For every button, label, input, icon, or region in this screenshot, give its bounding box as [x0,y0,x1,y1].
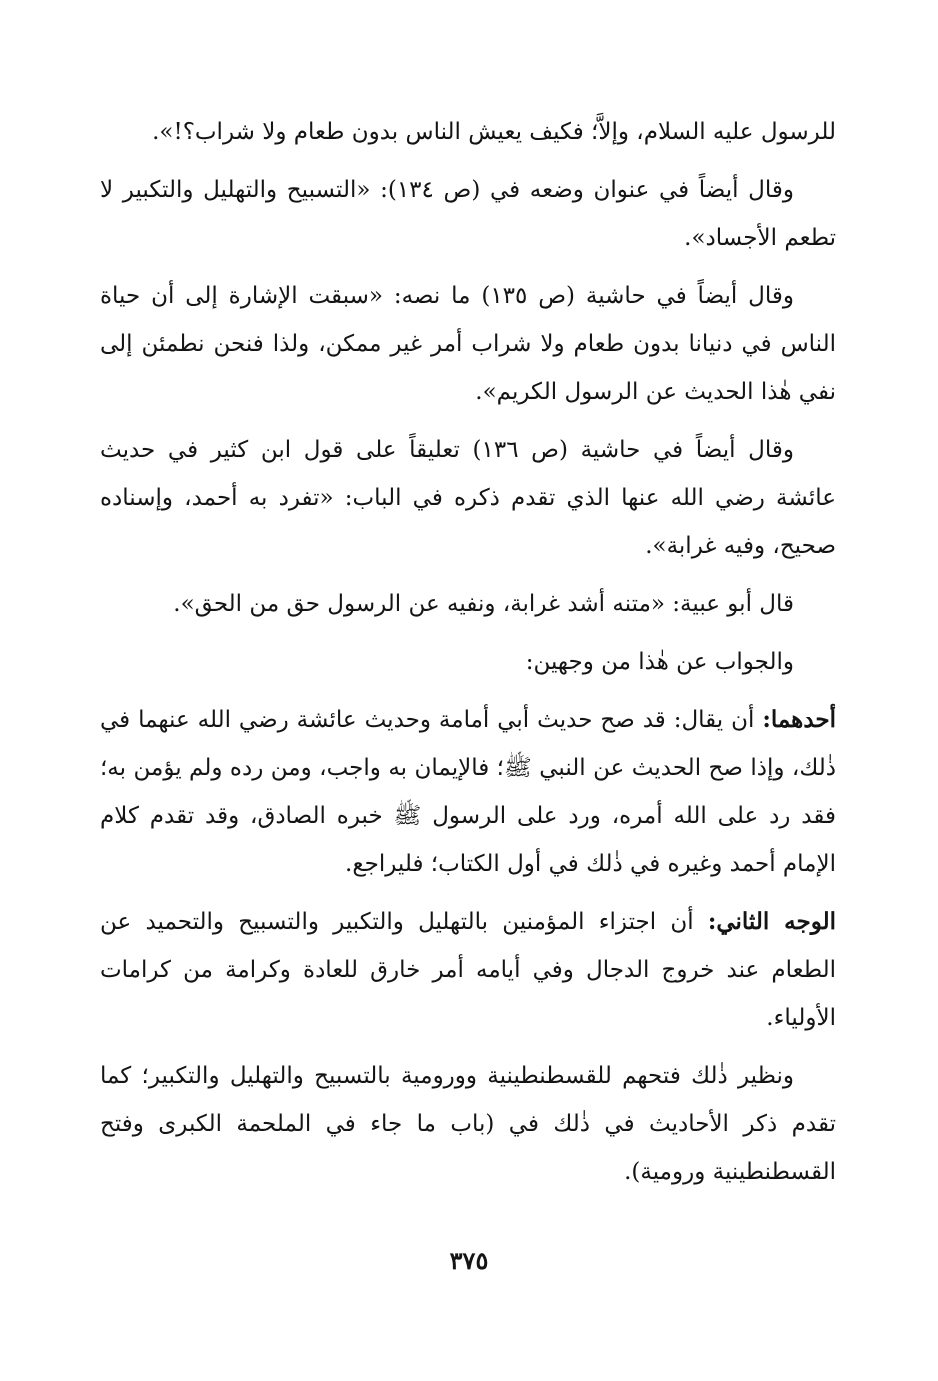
paragraph-text: والجواب عن هٰذا من وجهين: [525,649,794,675]
paragraph-4 [100,426,836,570]
paragraph-text: قال أبو عبية: «متنه أشد غرابة، ونفيه عن الرسول حق من الحق». [173,591,794,617]
paragraph-text: وقال أيضاً في حاشية (ص ١٣٦) تعليقاً على قول ابن كثير في حديث عائشة رضي الله عنها الذي تقدم ذكره في الباب: «تفرد به أحمد، وإسناده صحيح، وفيه غرابة». [100,437,836,559]
paragraph-5 [100,580,836,628]
paragraph-text: وقال أيضاً في عنوان وضعه في (ص ١٣٤): «التسبيح والتهليل والتكبير لا تطعم الأجساد». [100,177,836,251]
paragraph-2 [100,166,836,262]
paragraph-text: أن اجتزاء المؤمنين بالتهليل والتكبير والتسبيح والتحميد عن الطعام عند خروج الدجال وفي أيامه أمر خارق للعادة وكرامة من كرامات الأولياء. [100,909,836,1031]
paragraph-7 [100,696,836,888]
paragraph-3 [100,272,836,416]
page-body [100,108,836,1206]
paragraph-text: ونظير ذٰلك فتحهم للقسطنطينية وورومية بالتسبيح والتهليل والتكبير؛ كما تقدم ذكر الأحاديث في ذٰلك في (باب ما جاء في الملحمة الكبرى وفتح القسطنطينية ورومية). [100,1063,836,1185]
page-number: ٣٧٥ [449,1246,489,1275]
paragraph-lead: الوجه الثاني: [707,908,836,935]
paragraph-9 [100,1052,836,1196]
paragraph-lead: أحدهما: [762,706,836,733]
paragraph-8 [100,898,836,1042]
paragraph-text: أن يقال: قد صح حديث أبي أمامة وحديث عائشة رضي الله عنهما في ذٰلك، وإذا صح الحديث عن النبي ﷺ؛ فالإيمان به واجب، ومن رده ولم يؤمن به؛ فقد رد على الله أمره، ورد على الرسول ﷺ خبره الصادق، وقد تقدم كلام الإمام أحمد وغيره في ذٰلك في أول الكتاب؛ فليراجع. [100,707,836,877]
paragraph-text: للرسول عليه السلام، وإلاَّ؛ فكيف يعيش الناس بدون طعام ولا شراب؟!». [152,119,836,145]
paragraph-6 [100,638,836,686]
paragraph-1 [100,108,836,156]
paragraph-text: وقال أيضاً في حاشية (ص ١٣٥) ما نصه: «سبقت الإشارة إلى أن حياة الناس في دنيانا بدون طعام ولا شراب أمر غير ممكن، ولذا فنحن نطمئن إلى نفي هٰذا الحديث عن الرسول الكريم». [100,283,836,405]
